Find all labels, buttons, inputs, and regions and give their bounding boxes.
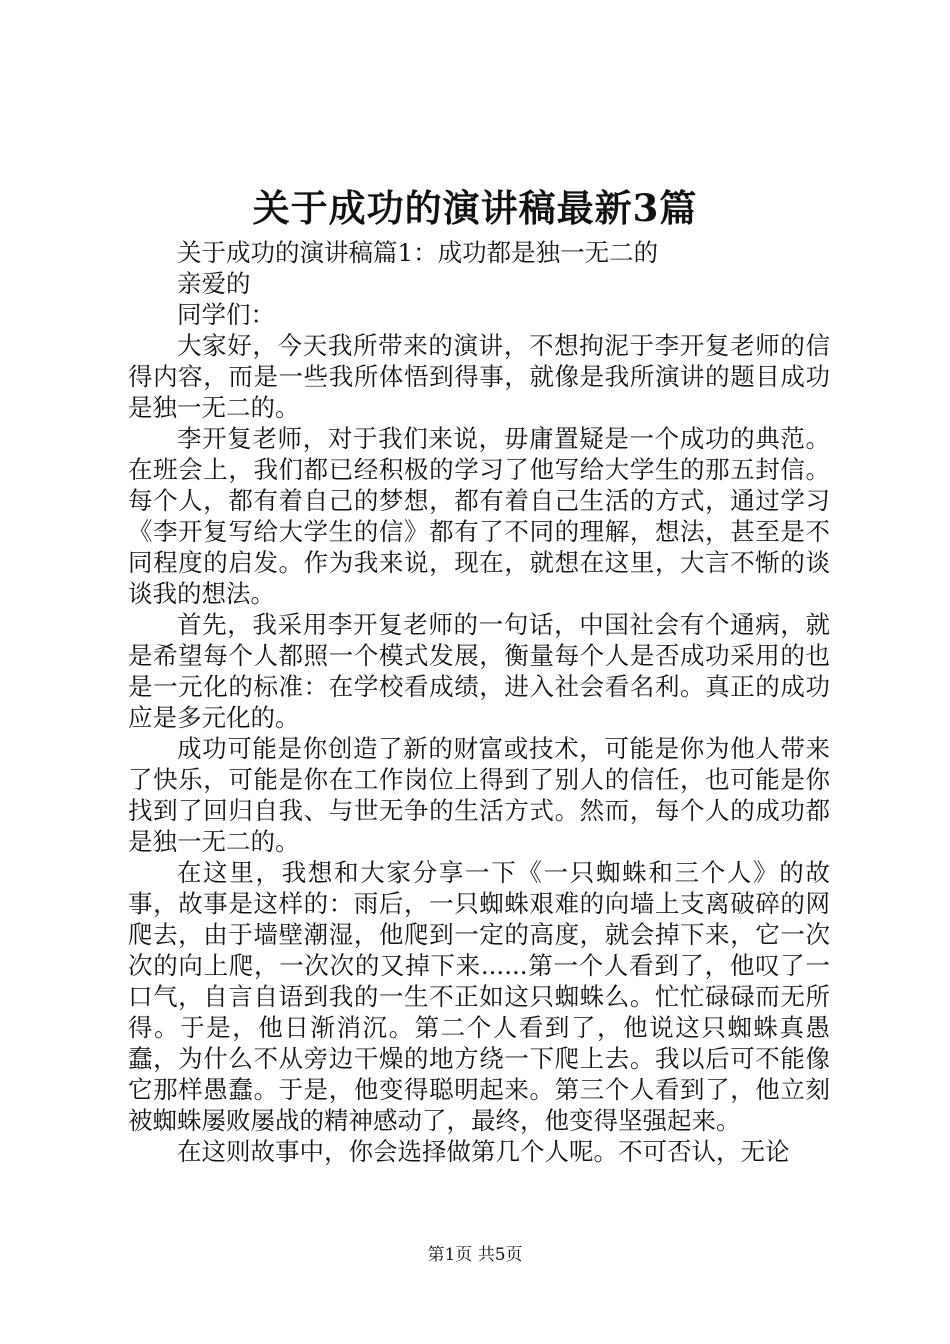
document-title: 关于成功的演讲稿最新3篇	[252, 186, 698, 230]
paragraph-salutation-2: 同学们：	[177, 300, 275, 329]
paragraph: 大家好，今天我所带来的演讲，不想拘泥于李开复老师的信得内容，而是一些我所体悟到得事，就像是我所演讲的题目成功是独一无二的。	[128, 331, 830, 422]
paragraph: 首先，我采用李开复老师的一句话，中国社会有个通病，就是希望每个人都照一个模式发展，衡量每个人是否成功采用的也是一元化的标准：在学校看成绩，进入社会看名利。真正的成功应是多元化的。	[128, 610, 830, 732]
page-footer: 第1页 共5页	[427, 1245, 523, 1265]
paragraph: 在这则故事中，你会选择做第几个人呢。不可否认，无论	[177, 1137, 790, 1166]
document-body	[128, 237, 830, 1167]
paragraph: 李开复老师，对于我们来说，毋庸置疑是一个成功的典范。在班会上，我们都已经积极的学习了他写给大学生的那五封信。每个人，都有着自己的梦想，都有着自己生活的方式，通过学习《李开复写给大学生的信》都有了不同的理解，想法，甚至是不同程度的启发。作为我来说，现在，就想在这里，大言不惭的谈谈我的想法。	[128, 424, 830, 608]
paragraph: 在这里，我想和大家分享一下《一只蜘蛛和三个人》的故事，故事是这样的：雨后，一只蜘蛛艰难的向墙上支离破碎的网爬去，由于墙壁潮湿，他爬到一定的高度，就会掉下来，它一次次的向上爬，一次次的又掉下来......第一个人看到了，他叹了一口气，自言自语到我的一生不正如这只蜘蛛么。忙忙碌碌而无所得。于是，他日渐消沉。第二个人看到了，他说这只蜘蛛真愚蠢，为什么不从旁边干燥的地方绕一下爬上去。我以后可不能像它那样愚蠢。于是，他变得聪明起来。第三个人看到了，他立刻被蜘蛛屡败屡战的精神感动了，最终，他变得坚强起来。	[128, 858, 830, 1135]
paragraph: 成功可能是你创造了新的财富或技术，可能是你为他人带来了快乐，可能是你在工作岗位上得到了别人的信任，也可能是你找到了回归自我、与世无争的生活方式。然而，每个人的成功都是独一无二的。	[128, 734, 830, 856]
paragraph-heading: 关于成功的演讲稿篇1：成功都是独一无二的	[177, 238, 659, 267]
paragraph-salutation-1: 亲爱的	[177, 269, 251, 298]
